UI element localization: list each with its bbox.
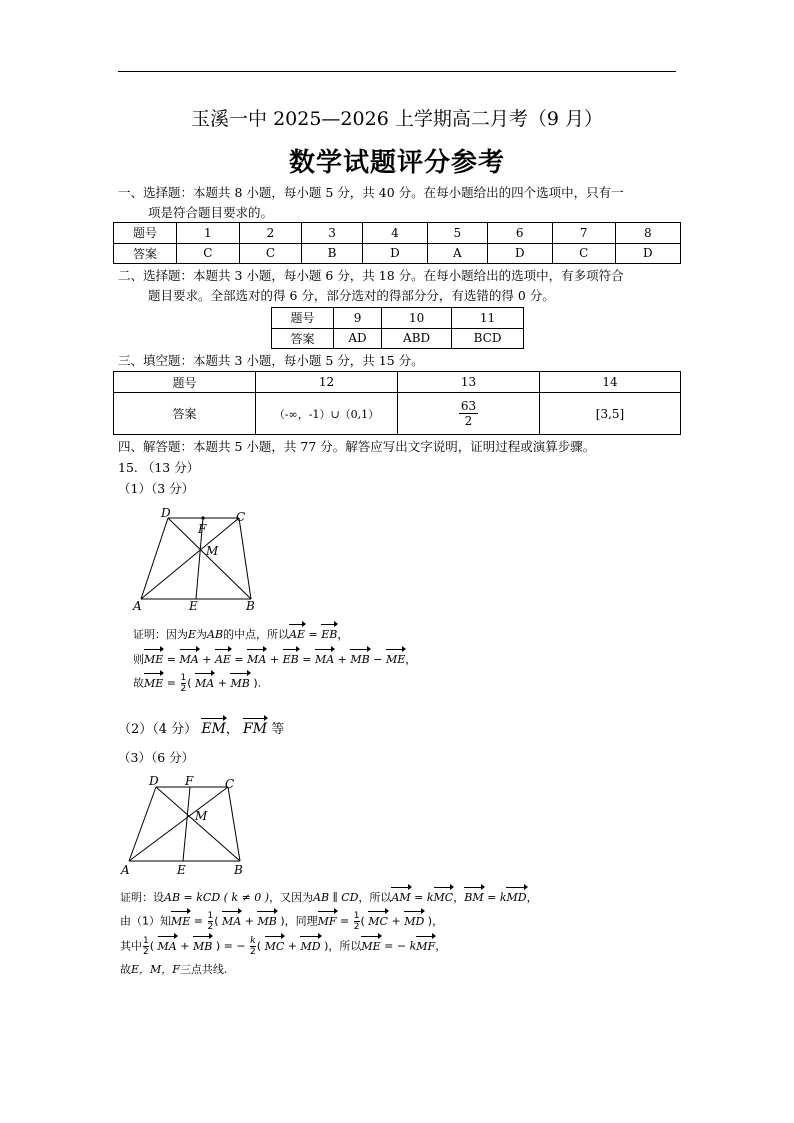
q-number: 14 bbox=[540, 372, 681, 393]
section3-intro: 三、填空题：本题共 3 小题，每小题 5 分，共 15 分。 bbox=[118, 353, 424, 368]
question-15-heading: 15. （13 分） bbox=[118, 460, 200, 475]
proof1-line3: 故ME = $\frac{1}{2}$ ( MA + MB ). bbox=[133, 673, 262, 694]
vector-ma: MA bbox=[315, 650, 334, 670]
section3-answer-table bbox=[113, 371, 681, 435]
vector-me: ME bbox=[386, 650, 405, 670]
label-e: E bbox=[177, 863, 186, 877]
q-number: 10 bbox=[382, 308, 452, 329]
proof-text: 的中点，所以 bbox=[223, 628, 290, 641]
answer-cell: C bbox=[177, 243, 240, 264]
q-number: 3 bbox=[302, 223, 362, 244]
diagonal-db bbox=[168, 518, 251, 599]
proof-symbol: AB bbox=[207, 628, 224, 641]
q-number: 5 bbox=[428, 223, 487, 244]
exam-title: 玉溪一中 2025—2026 上学期高二月考（9 月） bbox=[191, 108, 603, 130]
fraction-half: $\frac{1}{2}$ bbox=[143, 936, 149, 957]
diagonal-ca bbox=[129, 787, 228, 861]
proof-symbol: E bbox=[188, 628, 197, 641]
q-number: 1 bbox=[177, 223, 240, 244]
part2-heading: （2）（4 分） bbox=[118, 722, 198, 737]
vector-em: EM bbox=[201, 721, 226, 737]
vector-mc: MC bbox=[265, 937, 285, 957]
proof-text: 故 bbox=[120, 963, 131, 976]
diagonal-db bbox=[156, 787, 240, 861]
answer-cell: A bbox=[428, 243, 487, 264]
proof-text: 为 bbox=[196, 628, 208, 641]
trapezoid-figure-1 bbox=[128, 505, 268, 615]
fraction-k-half: $\frac{k}{2}$ bbox=[250, 936, 256, 957]
answer-cell: C bbox=[552, 243, 615, 264]
vector-me: ME bbox=[144, 650, 163, 670]
section2-answer-table bbox=[271, 307, 524, 349]
fraction-denominator: 2 bbox=[464, 414, 473, 428]
answer-cell: AD bbox=[334, 328, 382, 349]
answer-cell: D bbox=[362, 243, 427, 264]
proof-symbol: E，M，F bbox=[131, 963, 180, 976]
vector-mb: MB bbox=[193, 937, 212, 957]
vector-ma: MA bbox=[222, 912, 241, 932]
label-a: A bbox=[133, 599, 142, 613]
row-label-question: 题号 bbox=[114, 223, 177, 244]
part2-suffix: 等 bbox=[271, 722, 285, 737]
q-number: 4 bbox=[362, 223, 427, 244]
vector-bm: BM bbox=[464, 888, 483, 908]
vector-ma: MA bbox=[180, 650, 199, 670]
fraction-numerator: 63 bbox=[460, 399, 477, 413]
proof-text: 证明：设 bbox=[120, 891, 164, 904]
label-f: F bbox=[185, 774, 194, 788]
proof2-line4 bbox=[120, 960, 227, 980]
point-f-dot bbox=[201, 516, 204, 519]
separator: ， bbox=[225, 722, 239, 737]
label-d: D bbox=[161, 506, 171, 520]
q-number: 6 bbox=[487, 223, 552, 244]
vector-ma: MA bbox=[195, 674, 214, 694]
proof-text: 证明：因为 bbox=[133, 628, 188, 641]
proof-text: 三点共线. bbox=[179, 963, 228, 976]
vector-md: MD bbox=[404, 912, 424, 932]
section1-intro-cont: 项是符合题目要求的。 bbox=[148, 205, 274, 220]
vector-mb: MB bbox=[350, 650, 369, 670]
proof1-line1: 证明：因为E为AB的中点，所以AE = EB， bbox=[133, 625, 348, 645]
proof-text: 其中 bbox=[120, 939, 142, 953]
proof-symbol: AB = kCD ( k ≠ 0 ) bbox=[164, 891, 270, 904]
vector-am: AM bbox=[391, 888, 410, 908]
proof-text: ，同理 bbox=[284, 914, 318, 928]
row-label-question: 题号 bbox=[272, 308, 334, 329]
part3-heading: （3）（6 分） bbox=[118, 750, 195, 765]
q-number: 2 bbox=[239, 223, 302, 244]
q-number: 9 bbox=[334, 308, 382, 329]
fraction-half: $\frac{1}{2}$ bbox=[207, 911, 214, 932]
proof-text: 则 bbox=[133, 653, 144, 666]
row-label-answer: 答案 bbox=[272, 328, 334, 349]
fraction-half: $\frac{1}{2}$ bbox=[180, 673, 187, 694]
label-d: D bbox=[149, 774, 159, 788]
proof2-line3: 其中 $\frac{1}{2}$ ( MA + MB ) = − $\frac{k}{2}$ ( MC + MD )，所以ME = − kMF， bbox=[120, 936, 447, 957]
vector-ae: AE bbox=[215, 650, 231, 670]
answer-cell-12: （-∞，-1）∪（0,1） bbox=[256, 393, 398, 435]
q-number: 8 bbox=[615, 223, 680, 244]
answer-cell-13 bbox=[398, 393, 540, 435]
label-c: C bbox=[225, 777, 235, 791]
header-rule bbox=[118, 71, 676, 72]
q-number: 7 bbox=[552, 223, 615, 244]
edge-ad bbox=[129, 787, 156, 861]
proof-text: ，所以 bbox=[358, 891, 392, 904]
answer-cell-14: [3,5] bbox=[540, 393, 681, 435]
proof-text: 由（1）知 bbox=[120, 914, 171, 928]
row-label-answer: 答案 bbox=[114, 393, 256, 435]
answer-cell: B bbox=[302, 243, 362, 264]
section2-intro-cont: 题目要求。全部选对的得 6 分，部分选对的得部分分，有选错的得 0 分。 bbox=[148, 288, 555, 303]
vector-me: ME bbox=[171, 912, 190, 932]
row-label-question: 题号 bbox=[114, 372, 256, 393]
section1-intro: 一、选择题：本题共 8 小题，每小题 5 分，共 40 分。在每小题给出的四个选项中，只有一 bbox=[118, 185, 624, 200]
answer-cell: ABD bbox=[382, 328, 452, 349]
vector-eb: EB bbox=[321, 625, 337, 645]
vector-ae: AE bbox=[289, 625, 305, 645]
fraction bbox=[459, 399, 478, 428]
proof-symbol: AB ∥ CD bbox=[313, 891, 359, 904]
vector-mf: MF bbox=[416, 937, 435, 957]
vector-fm: FM bbox=[243, 721, 268, 737]
section2-intro: 二、选择题：本题共 3 小题，每小题 6 分，共 18 分。在每小题给出的选项中，有多项符合 bbox=[118, 268, 624, 283]
answer-cell: D bbox=[615, 243, 680, 264]
edge-bc bbox=[228, 787, 240, 861]
answer-cell: C bbox=[239, 243, 302, 264]
q-number: 13 bbox=[398, 372, 540, 393]
proof-text: 故 bbox=[133, 676, 144, 690]
answer-cell: BCD bbox=[452, 328, 524, 349]
vector-mb: MB bbox=[230, 674, 249, 694]
vector-mc: MC bbox=[368, 912, 388, 932]
vector-mc: MC bbox=[434, 888, 454, 908]
part1-heading: （1）（3 分） bbox=[118, 481, 195, 496]
diagonal-ca bbox=[141, 518, 239, 599]
label-m: M bbox=[195, 809, 208, 823]
exam-subtitle: 数学试题评分参考 bbox=[288, 148, 505, 178]
label-b: B bbox=[234, 863, 243, 877]
section1-answer-table bbox=[113, 222, 681, 264]
vector-mf: MF bbox=[318, 912, 337, 932]
label-e: E bbox=[189, 599, 198, 613]
proof2-line2: 由（1）知ME = $\frac{1}{2}$ ( MA + MB )，同理MF = $\frac{1}{2}$ ( MC + MD )， bbox=[120, 911, 444, 932]
edge-ad bbox=[141, 518, 168, 599]
q-number: 11 bbox=[452, 308, 524, 329]
proof-text: ，所以 bbox=[328, 939, 362, 953]
vector-ma: MA bbox=[158, 937, 177, 957]
vector-md: MD bbox=[300, 937, 320, 957]
answer-cell: D bbox=[487, 243, 552, 264]
label-a: A bbox=[121, 863, 130, 877]
label-c: C bbox=[236, 510, 246, 524]
row-label-answer: 答案 bbox=[114, 243, 177, 264]
segment-fe bbox=[183, 787, 190, 861]
vector-me: ME bbox=[361, 937, 380, 957]
trapezoid-figure-2 bbox=[118, 773, 258, 878]
proof2-line1: 证明：设AB = kCD ( k ≠ 0 )，又因为AB ∥ CD，所以AM = kMC，BM = kMD， bbox=[120, 888, 538, 908]
part2-answer bbox=[118, 719, 284, 740]
vector-md: MD bbox=[506, 888, 526, 908]
section4-intro: 四、解答题：本题共 5 小题，共 77 分。解答应写出文字说明，证明过程或演算步骤。 bbox=[118, 439, 596, 454]
edge-bc bbox=[239, 518, 251, 599]
label-f: F bbox=[198, 522, 207, 536]
vector-mb: MB bbox=[257, 912, 276, 932]
label-b: B bbox=[246, 599, 255, 613]
fraction-half: $\frac{1}{2}$ bbox=[353, 911, 360, 932]
vector-ma: MA bbox=[247, 650, 266, 670]
proof-text: ，又因为 bbox=[269, 891, 314, 904]
vector-eb: EB bbox=[283, 650, 299, 670]
vector-me: ME bbox=[144, 674, 163, 694]
proof1-line2: 则ME = MA + AE = MA + EB = MA + MB − ME， bbox=[133, 650, 416, 670]
q-number: 12 bbox=[256, 372, 398, 393]
label-m: M bbox=[206, 544, 219, 558]
